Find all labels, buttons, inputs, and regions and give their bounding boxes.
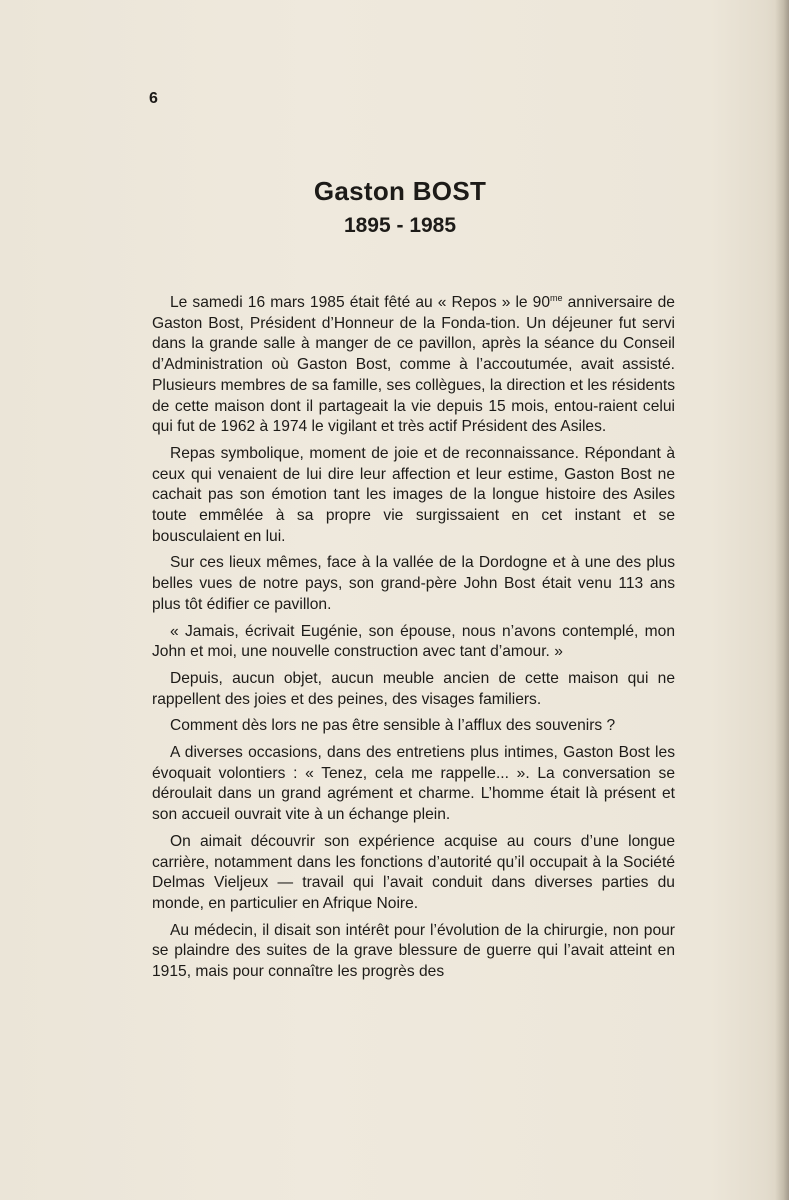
paragraph-7: A diverses occasions, dans des entretiens plus intimes, Gaston Bost les évoquait volontiers : « Tenez, cela me rappelle... ». La conversation se déroulait dans un grand agrément et charme. L’homme était là présent et son accueil ouvrait vite à un échange plein. [152, 744, 675, 824]
article-title: Gaston BOST [313, 176, 487, 206]
paragraph-3: Sur ces lieux mêmes, face à la vallée de la Dordogne et à une des plus belles vues de notre pays, son grand-père John Bost était venu 113 ans plus tôt édifier ce pavillon. [152, 554, 675, 613]
ordinal-suffix: me [550, 293, 563, 303]
page-number: 6 [149, 90, 159, 107]
paragraph-6: Comment dès lors ne pas être sensible à l’afflux des souvenirs ? [170, 717, 616, 735]
article-body [152, 293, 675, 989]
paragraph-5: Depuis, aucun objet, aucun meuble ancien de cette maison qui ne rappellent des joies et des peines, des visages familiers. [152, 669, 675, 708]
paragraph-4: « Jamais, écrivait Eugénie, son épouse, nous n’avons contemplé, mon John et moi, une nouvelle construction avec tant d’amour. » [152, 622, 675, 661]
article-dates: 1895 - 1985 [343, 214, 457, 237]
paragraph-1: Le samedi 16 mars 1985 était fêté au « Repos » le $90^{me}$ anniversaire de Gaston Bost, Président d’Honneur de la Fonda-tion. Un déjeuner fut servi dans la grande salle à manger de ce pavillon, après la séance du Conseil d’Administration où Gaston Bost, comme à l’accoutumée, avait assisté. Plusieurs membres de sa famille, ses collègues, la direction et les résidents de cette maison dont il partageait la vie depuis 15 mois, entou-raient celui qui fut de 1962 à 1974 le vigilant et très actif Président des Asiles. [152, 293, 675, 436]
paragraph-2: Repas symbolique, moment de joie et de reconnaissance. Répondant à ceux qui venaient de lui dire leur affection et leur estime, Gaston Bost ne cachait pas son émotion tant les images de la longue histoire des Asiles toute emmêlée à sa propre vie surgissaient en cet instant et se bousculaient en lui. [152, 444, 675, 545]
paragraph-8: On aimait découvrir son expérience acquise au cours d’une longue carrière, notamment dans les fonctions d’autorité qu’il occupait à la Société Delmas Vieljeux — travail qui l’avait conduit dans diverses parties du monde, en particulier en Afrique Noire. [152, 832, 675, 912]
paragraph-9: Au médecin, il disait son intérêt pour l’évolution de la chirurgie, non pour se plaindre des suites de la grave blessure de guerre qui l’avait atteint en 1915, mais pour connaître les progrès des [152, 921, 675, 981]
